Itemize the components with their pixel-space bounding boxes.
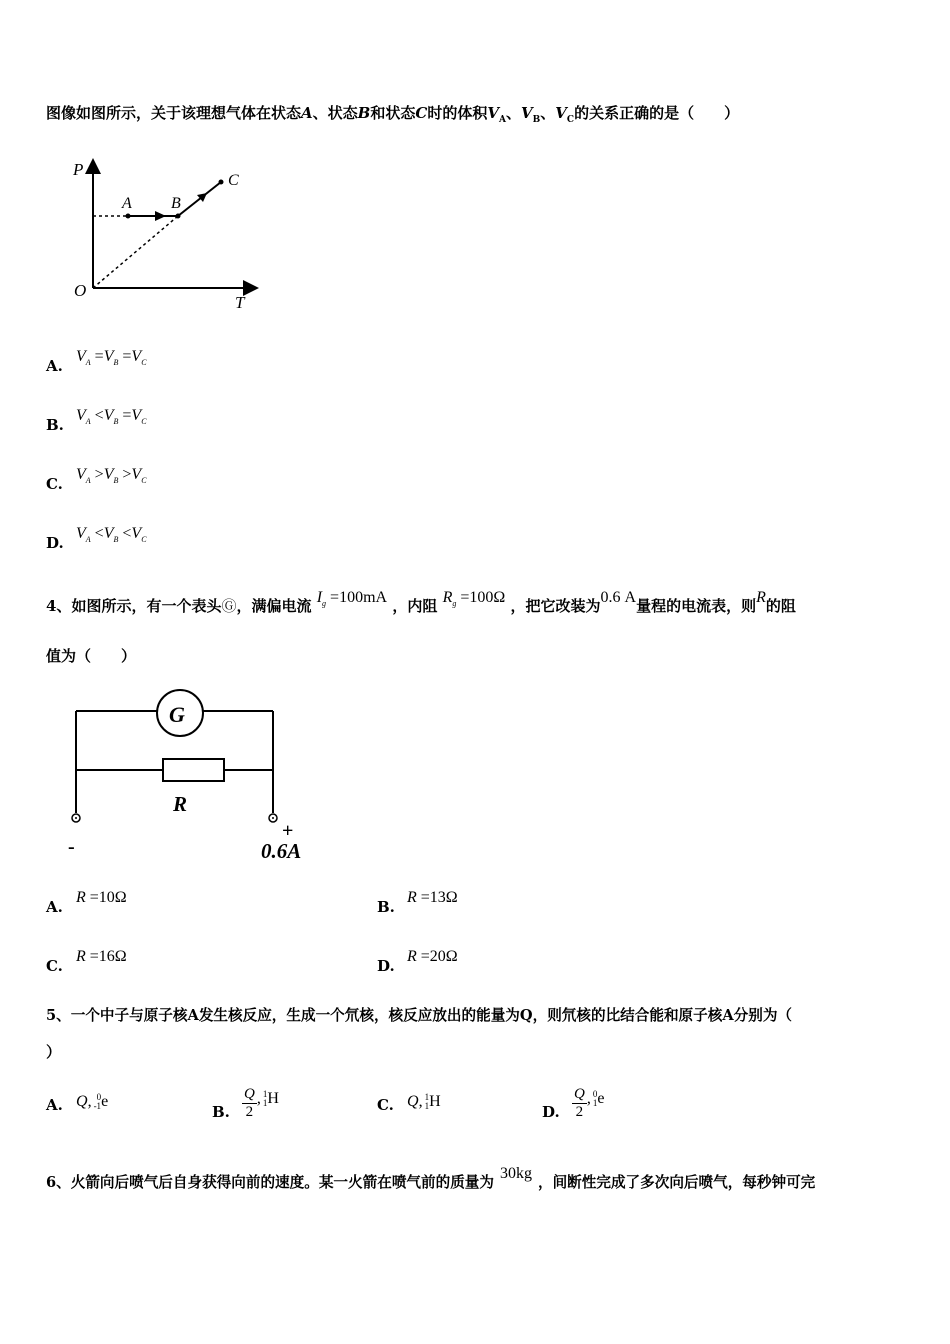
resistor bbox=[163, 759, 224, 781]
q5-option-c[interactable]: C. Q, 1 1 H bbox=[377, 1092, 441, 1114]
q5-stem: 5、一个中子与原子核A发生核反应，生成一个氘核，核反应放出的能量为Q，则氘核的比结合能和原子核A分别为（ bbox=[46, 1007, 793, 1024]
bc-segment bbox=[178, 182, 221, 216]
resistor-label: R bbox=[173, 792, 188, 816]
q6-stem: 6、火箭向后喷气后自身获得向前的速度。某一火箭在喷气前的质量为30kg，间断性完成了多次向后喷气，每秒钟可完 bbox=[46, 1165, 816, 1191]
plus-label: + bbox=[282, 820, 294, 842]
point-a bbox=[126, 214, 131, 219]
q3-stem: 图像如图所示，关于该理想气体在状态A、状态B和状态C时的体积$V_A$、$V_B$、$V_C$的关系正确的是（ ） bbox=[46, 104, 740, 125]
t-label: T bbox=[235, 293, 245, 312]
point-b bbox=[176, 214, 181, 219]
b-label: B bbox=[171, 195, 181, 212]
q5-option-d[interactable]: D. $\frac{Q}{2}$ , 0 1 e bbox=[542, 1086, 605, 1121]
q4-circuit bbox=[60, 683, 330, 868]
dotted-diagonal bbox=[93, 216, 178, 288]
o-label: O bbox=[74, 281, 87, 300]
ab-arrow bbox=[155, 211, 166, 221]
q4-stem-line2: 值为（ ） bbox=[46, 647, 137, 665]
q3-pt-graph bbox=[60, 150, 270, 315]
q3-option-c[interactable]: $C.V_A >V_B >V_C$ bbox=[46, 466, 147, 493]
q5-option-a[interactable]: A. Q, 0 -1 e bbox=[46, 1092, 109, 1114]
ig-expression: $I_g =100mA$ bbox=[316, 589, 388, 609]
q4-option-b[interactable]: B.R =13Ω bbox=[377, 889, 458, 916]
q3-option-d[interactable]: $D.V_A <V_B <V_C$ bbox=[46, 525, 147, 552]
p-label: P bbox=[73, 160, 84, 179]
q4-option-d[interactable]: D.R =20Ω bbox=[377, 948, 458, 975]
point-c bbox=[219, 180, 224, 185]
minus-label: - bbox=[68, 836, 75, 858]
galvanometer-label: G bbox=[169, 702, 185, 727]
q3-option-b[interactable]: $B.V_A <V_B =V_C$ bbox=[46, 407, 147, 434]
range-label: 0.6A bbox=[261, 839, 302, 863]
c-label: C bbox=[228, 172, 239, 189]
q4-option-a[interactable]: A.R =10Ω bbox=[46, 889, 127, 916]
q3-option-a[interactable]: $A.V_A =V_B =V_C$ bbox=[46, 348, 147, 375]
q5-stem-line2: ） bbox=[46, 1043, 62, 1061]
q4-stem: 4、如图所示，有一个表头Ⓖ，满偏电流 $I_g =100mA$ ，内阻 $R_g =100\Omega$ ，把它改装为0.6 A量程的电流表，则R的阻 bbox=[46, 589, 796, 615]
a-label: A bbox=[122, 195, 132, 212]
q5-option-b[interactable]: B. $\frac{Q}{2}$ , 1 1 H bbox=[212, 1086, 279, 1121]
q4-option-c[interactable]: C.R =16Ω bbox=[46, 948, 127, 975]
rg-expression: $R_g =100\Omega$ bbox=[442, 589, 506, 609]
